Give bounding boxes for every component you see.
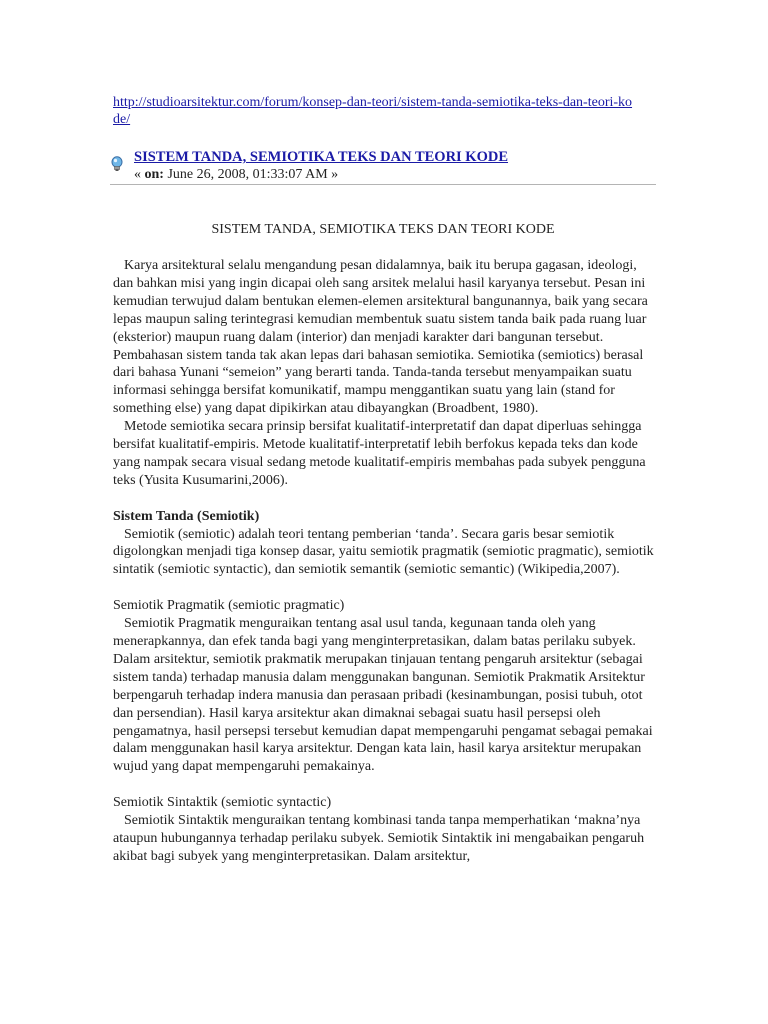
paragraph-intro-1: Karya arsitektural selalu mengandung pesan didalamnya, baik itu berupa gagasan, ideologi, dan bahkan misi yang ingin dicapai oleh sang arsitek melalui hasil karyanya tersebut. Pesan ini kemudian terwujud dalam bentukan elemen-elemen arsitektural bangunannya, baik yang secara lepas maupun saling terintegrasi kemudian membentuk suatu sistem tanda baik pada ruang luar (eksterior) maupun ruang dalam (interior) dan menjadi karakter dari bangunan tersebut. Pembahasan sistem tanda tak akan lepas dari bahasan semiotika. Semiotika (semiotics) berasal dari bahasa Yunani “semeion” yang berarti tanda. Tanda-tanda tersebut menyampaikan suatu informasi sehingga bersifat komunikatif, mampu menggantikan suatu yang lain (stand for something else) yang dapat dipikirkan atau dibayangkan (Broadbent, 1980). xyxy=(113,258,648,417)
paragraph-sistem-tanda: Semiotik (semiotic) adalah teori tentang pemberian ‘tanda’. Secara garis besar semiotik digolongkan menjadi tiga konsep dasar, yaitu semiotik pragmatik (semiotic pragmatic), semiotik sintatik (semiotic syntactic), dan semiotik semantik (semiotic semantic) (Wikipedia,2007). xyxy=(113,526,654,578)
lightbulb-icon xyxy=(110,156,124,172)
meta-on-label: on: xyxy=(144,167,164,182)
post-title-link[interactable]: SISTEM TANDA, SEMIOTIKA TEKS DAN TEORI KODE xyxy=(134,149,509,165)
post-date: June 26, 2008, 01:33:07 AM » xyxy=(163,167,339,182)
paragraph-intro-2: Metode semiotika secara prinsip bersifat kualitatif-interpretatif dan dapat diperluas sehingga bersifat kualitatif-empiris. Metode kualitatif-interpretatif lebih berfokus kepada teks dan kode yang nampak secara visual sedang metode kualitatif-empiris membahas pada subyek pengguna teks (Yusita Kusumarini,2006). xyxy=(113,419,646,488)
post-meta xyxy=(134,166,338,183)
article-body xyxy=(113,257,657,866)
paragraph-pragmatik: Semiotik Pragmatik menguraikan tentang asal usul tanda, kegunaan tanda oleh yang menerapkannya, dan efek tanda bagi yang menginterpretasikan, dalam batas perilaku subyek. Dalam arsitektur, semiotik prakmatik merupakan tinjauan tentang pengaruh arsitektur (sebagai sistem tanda) terhadap manusia dalam menggunakan bangunan. Semiotik Prakmatik Arsitektur berpengaruh terhadap indera manusia dan perasaan pribadi (kesinambungan, posisi tubuh, otot dan persendian). Hasil karya arsitektur akan dimaknai sebagai suatu hasil persepsi oleh pengamatnya, hasil persepsi tersebut kemudian dapat mempengaruhi pengamat sebagai pemakai dalam menggunakan hasil karya arsitektur. Dengan kata lain, hasil karya arsitektur merupakan wujud yang dapat mempengaruhi pemakainya. xyxy=(113,616,653,775)
section-heading-pragmatik: Semiotik Pragmatik (semiotic pragmatic) xyxy=(113,598,345,614)
source-url-link[interactable]: http://studioarsitektur.com/forum/konsep-dan-teori/sistem-tanda-semiotika-teks-dan-teori-kode/ xyxy=(113,95,633,127)
paragraph-sintaktik: Semiotik Sintaktik menguraikan tentang kombinasi tanda tanpa memperhatikan ‘makna’nya ataupun hubungannya terhadap perilaku subyek. Semiotik Sintaktik ini mengabaikan pengaruh akibat bagi subyek yang menginterpretasikan. Dalam arsitektur, xyxy=(113,813,645,864)
section-heading-sistem-tanda: Sistem Tanda (Semiotik) xyxy=(113,508,260,524)
divider xyxy=(110,184,656,185)
document-title: SISTEM TANDA, SEMIOTIKA TEKS DAN TEORI KODE xyxy=(211,222,555,237)
section-heading-sintaktik: Semiotik Sintaktik (semiotic syntactic) xyxy=(113,795,332,811)
meta-prefix: « xyxy=(134,167,145,182)
